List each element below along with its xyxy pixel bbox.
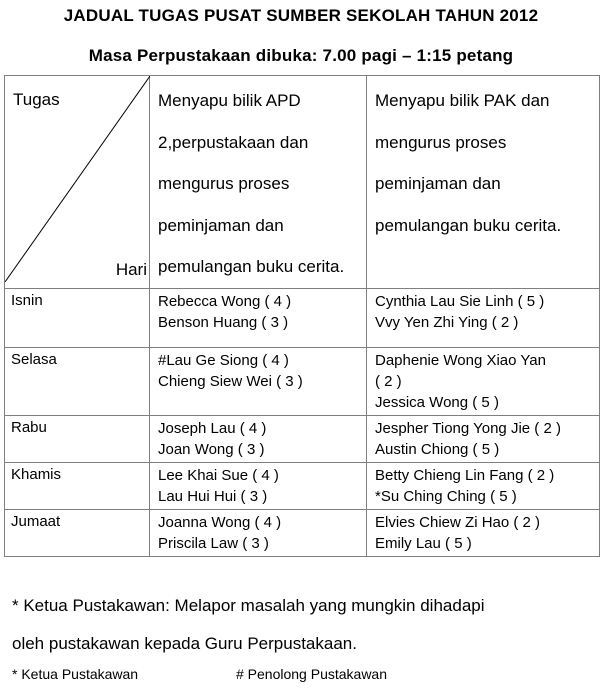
student-name: Benson Huang ( 3 ) (158, 313, 289, 331)
student-name: ( 2 ) (375, 372, 402, 390)
task-2-description: Menyapu bilik PAK dan mengurus proses peminjaman dan pemulangan buku cerita. (375, 91, 562, 235)
student-name: Betty Chieng Lin Fang ( 2 ) (375, 466, 555, 484)
student-name: Vvy Yen Zhi Ying ( 2 ) (375, 313, 519, 331)
student-name: Rebecca Wong ( 4 ) (158, 292, 292, 310)
task-header-1 (150, 76, 367, 289)
task-2-names (367, 348, 599, 415)
legend-penolong: # Penolong Pustakawan (236, 666, 387, 682)
day-label: Selasa (11, 350, 57, 368)
student-name: Daphenie Wong Xiao Yan (375, 351, 546, 369)
corner-label-tugas: Tugas (13, 90, 60, 109)
day-label: Isnin (11, 291, 43, 309)
task-header-2 (367, 76, 600, 289)
page-title: JADUAL TUGAS PUSAT SUMBER SEKOLAH TAHUN 2012 (63, 6, 539, 25)
task-2-names (367, 510, 599, 556)
student-name: Lee Khai Sue ( 4 ) (158, 466, 279, 484)
table-row (5, 509, 600, 556)
corner-label-hari: Hari (115, 259, 147, 279)
student-name: Jespher Tiong Yong Jie ( 2 ) (375, 419, 561, 437)
task-1-description: Menyapu bilik APD 2,perpustakaan dan mengurus proses peminjaman dan pemulangan buku cerita. (158, 91, 345, 276)
page-subtitle: Masa Perpustakaan dibuka: 7.00 pagi – 1:15 petang (88, 46, 514, 65)
day-label: Khamis (11, 465, 62, 483)
note-line-1: * Ketua Pustakawan: Melapor masalah yang mungkin dihadapi (12, 596, 485, 615)
table-row (5, 288, 600, 347)
corner-cell (5, 76, 150, 289)
task-1-names (150, 416, 366, 462)
student-name: Emily Lau ( 5 ) (375, 534, 472, 552)
table-row (5, 347, 600, 415)
task-1-names (150, 289, 366, 335)
duty-table (4, 75, 600, 557)
student-name: Priscila Law ( 3 ) (158, 534, 269, 552)
task-2-names (367, 416, 599, 462)
student-name: Lau Hui Hui ( 3 ) (158, 487, 268, 505)
table-row (5, 415, 600, 462)
task-2-names (367, 289, 599, 335)
student-name: Joan Wong ( 3 ) (158, 440, 265, 458)
note-line-2: oleh pustakawan kepada Guru Perpustakaan. (12, 634, 357, 653)
legend-ketua: * Ketua Pustakawan (12, 666, 139, 682)
student-name: #Lau Ge Siong ( 4 ) (158, 351, 289, 369)
student-name: Chieng Siew Wei ( 3 ) (158, 372, 303, 390)
day-label: Rabu (11, 418, 47, 436)
task-1-names (150, 348, 366, 394)
table-header-row (5, 76, 600, 289)
student-name: Elvies Chiew Zi Hao ( 2 ) (375, 513, 541, 531)
student-name: Joanna Wong ( 4 ) (158, 513, 282, 531)
student-name: Austin Chiong ( 5 ) (375, 440, 500, 458)
day-label: Jumaat (11, 512, 61, 530)
table-row (5, 462, 600, 509)
task-1-names (150, 463, 366, 509)
student-name: Jessica Wong ( 5 ) (375, 393, 499, 411)
task-2-names (367, 463, 599, 509)
student-name: Cynthia Lau Sie Linh ( 5 ) (375, 292, 545, 310)
task-1-names (150, 510, 366, 556)
student-name: *Su Ching Ching ( 5 ) (375, 487, 517, 505)
student-name: Joseph Lau ( 4 ) (158, 419, 267, 437)
